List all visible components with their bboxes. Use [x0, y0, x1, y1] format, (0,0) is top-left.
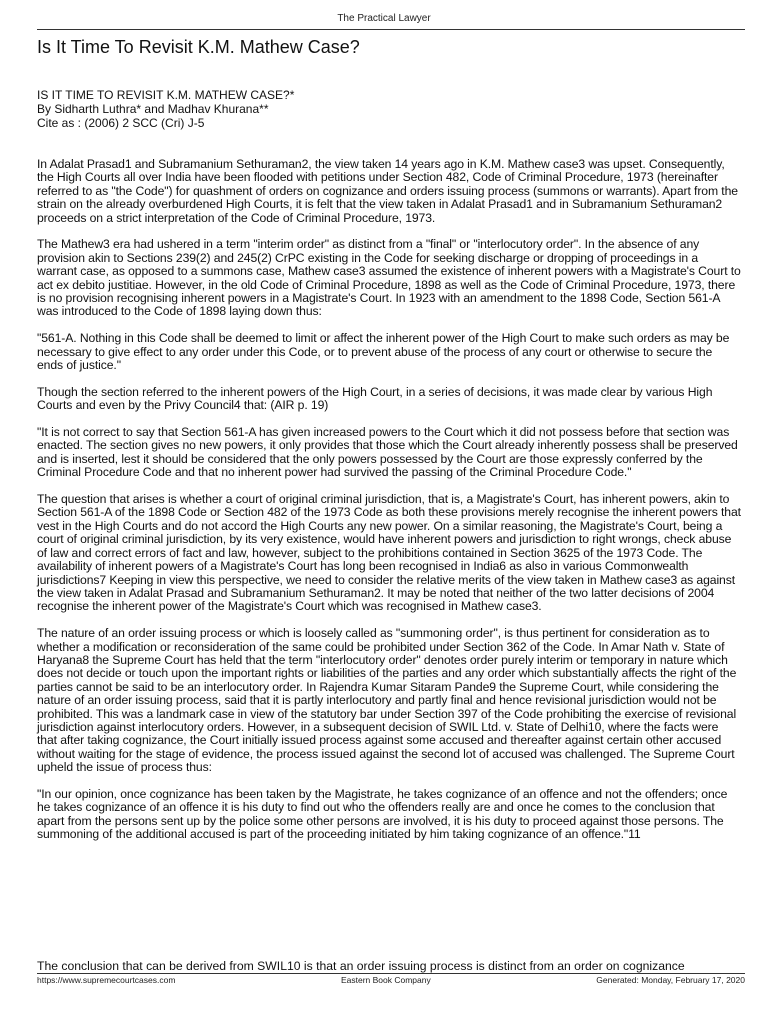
truncated-paragraph: The conclusion that can be derived from SWIL10 is that an order issuing process is distinct from an order on cognizance: [37, 959, 685, 973]
article-heading: IS IT TIME TO REVISIT K.M. MATHEW CASE?*: [37, 88, 295, 102]
quote-paragraph: "In our opinion, once cognizance has been taken by the Magistrate, he takes cognizance of an offence and not the offenders; once he takes cognizance of an offence it is his duty to find out who the offenders really are and once he comes to the conclusion that apart from the persons sent up by the police some other persons are involved, it is his duty to proceed against those persons. The summoning of the additional accused is part of the proceeding initiated by him taking cognizance of an offence."11: [37, 786, 728, 842]
footer-generated-date: Generated: Monday, February 17, 2020: [596, 975, 745, 985]
article-body: [37, 158, 741, 855]
paragraph: The nature of an order issuing process or which is loosely called as "summoning order", is thus pertinent for consideration as to whether a modification or reconsideration of the same could be prohibited under Section 362 of the Code. In Amar Nath v. State of Haryana8 the Supreme Court has held that the term "interlocutory order" denotes order purely interim or temporary in nature which does not decide or touch upon the important rights or liabilities of the parties and any order which substantially affects the right of the parties cannot be said to be an interlocutory order. In Rajendra Kumar Sitaram Pande9 the Supreme Court, while considering the nature of an order issuing process, said that it is partly interlocutory and partly final and hence revisional jurisdiction would not be prohibited. This was a landmark case in view of the statutory bar under Section 397 of the Code prohibiting the exercise of revisional jurisdiction against interlocutory orders. However, in a subsequent decision of SWIL Ltd. v. State of Delhi10, where the facts were that after taking cognizance, the Court initially issued process against some accused and thereafter against certain other accused without waiting for the stage of evidence, the process issued against the second lot of accused was challenged. The Supreme Court upheld the issue of process thus:: [37, 626, 737, 775]
article-authors: By Sidharth Luthra* and Madhav Khurana**: [37, 102, 269, 116]
paragraph: Though the section referred to the inherent powers of the High Court, in a series of decisions, it was made clear by various High Courts and even by the Privy Council4 that: (AIR p. 19): [37, 384, 713, 413]
article-citation: Cite as : (2006) 2 SCC (Cri) J-5: [37, 116, 205, 130]
site-header: The Practical Lawyer: [337, 13, 431, 24]
paragraph: In Adalat Prasad1 and Subramanium Sethuraman2, the view taken 14 years ago in K.M. Mathew case3 was upset. Consequently, the High Courts all over India have been flooded with petitions under Section 482, Code of Criminal Procedure, 1973 (hereinafter referred to as "the Code") for quashment of orders on cognizance and orders issuing process (summons or warrants). Apart from the strain on the already overburdened High Courts, it is felt that the view taken in Adalat Prasad1 and in Subramanium Sethuraman2 proceeds on a strict interpretation of the Code of Criminal Procedure, 1973.: [37, 157, 738, 225]
paragraph: The question that arises is whether a court of original criminal jurisdiction, that is, a Magistrate's Court, has inherent powers, akin to Section 561-A of the 1898 Code or Section 482 of the 1973 Code as both these provisions merely recognise the inherent powers that vest in the High Courts and do not accord the High Courts any new power. On a similar reasoning, the Magistrate's Court, being a court of original criminal jurisdiction, by its very existence, would have inherent powers and jurisdiction to right wrongs, check abuse of law and correct errors of fact and law, however, subject to the prohibitions contained in Section 3625 of the 1973 Code. The availability of inherent powers of a Magistrate's Court has long been recognised in India6 as also in various Commonwealth jurisdictions7 Keeping in view this perspective, we need to consider the relative merits of the view taken in Mathew case3 as against the view taken in Adalat Prasad and Subramanium Sethuraman2. It may be noted that neither of the two latter decisions of 2004 recognise the inherent power of the Magistrate's Court which was recognised in Mathew case3.: [37, 492, 741, 614]
article-meta: [37, 88, 737, 130]
header-divider: [37, 29, 745, 30]
quote-paragraph: "It is not correct to say that Section 561-A has given increased powers to the Court which it did not possess before that section was enacted. The section gives no new powers, it only provides that those which the Court already inherently possess shall be preserved and is inserted, lest it should be considered that the only powers possessed by the Court are those expressly conferred by the Criminal Procedure Code and that no inherent power had survived the passing of the Criminal Procedure Code.": [37, 425, 738, 480]
footer-divider: [37, 973, 745, 974]
page-title: Is It Time To Revisit K.M. Mathew Case?: [37, 37, 360, 57]
footer-url-link[interactable]: https://www.supremecourtcases.com: [37, 975, 176, 985]
footer-publisher: Eastern Book Company: [340, 975, 431, 985]
page-footer: [37, 975, 745, 985]
paragraph: The Mathew3 era had ushered in a term "interim order" as distinct from a "final" or "interlocutory order". In the absence of any provision akin to Sections 239(2) and 245(2) CrPC existing in the Code for seeking discharge or dropping of proceedings in a warrant case, as opposed to a summons case, Mathew case3 assumed the existence of inherent powers with a Magistrate's Court to act ex debito justitiae. However, in the old Code of Criminal Procedure, 1898 as well as the Code of Criminal Procedure, 1973, there is no provision recognising inherent powers in a Magistrate's Court. In 1923 with an amendment to the 1898 Code, Section 561-A was introduced to the Code of 1898 laying down thus:: [37, 237, 741, 319]
quote-paragraph: "561-A. Nothing in this Code shall be deemed to limit or affect the inherent power of the High Court to make such orders as may be necessary to give effect to any order under this Code, or to prevent abuse of the process of any court or otherwise to secure the ends of justice.": [37, 331, 730, 373]
